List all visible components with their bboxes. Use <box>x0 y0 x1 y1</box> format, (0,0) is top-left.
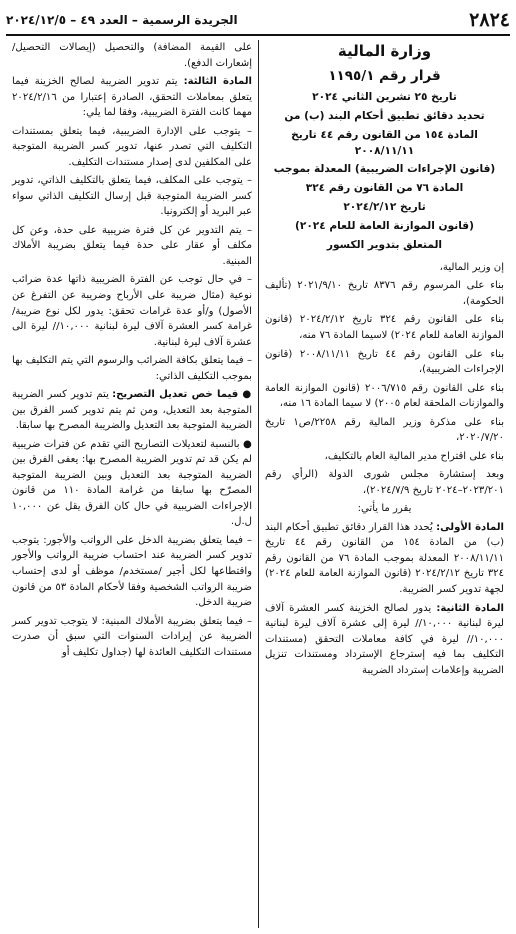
article-one-text: يُحدد هذا القرار دقائق تطبيق أحكام البند (ب) من المادة ١٥٤ من القانون رقم ٤٤ تاريخ ٢٠٠٨/١١/١١ المعدلة بموجب المادة ٧٦ من القانون رقم ٣٢٤ تاريخ ٢٠٢٤/٢/١٢ (قانون الموازنة العامة للعام ٢٠٢٤) لجهة تدوير كسر الضريبة. <box>265 521 505 595</box>
journal-issue-line: الجريدة الرسمية – العدد ٤٩ – ٢٠٢٤/١٢/٥ <box>6 13 238 27</box>
dash-list-item: – في حال توجب عن الفترة الضريبية ذاتها عدة ضرائب نوعية (مثال ضريبة على الأرباح وضريبة عن التفرغ عن الأصول) و/أو عدة غرامات تحقق: يدور لكل نوع ضريبة/ غرامة كسر العشرة آلاف ليرة لبنانية ١٠,٠٠٠// ليرة الى عشرة آلاف ليرة لبنانية. <box>12 274 252 348</box>
article-two <box>265 601 504 679</box>
page-number: ٢٨٢٤ <box>469 9 510 31</box>
decision-title-line: تاريخ ٢٠٢٤/٢/١٢ <box>343 201 426 214</box>
recital-paragraph: بناء على اقتراح مدير المالية العام بالتكليف، <box>324 450 504 462</box>
dot-item-text: يتم تدوير كسر الضريبة المتوجبة بعد التعديل، ومن ثم يتم تدوير كسر الفرق بين الضريبة المتوجبة بعد التعديل والضريبة المصرح بها سابقا. <box>12 389 252 432</box>
two-column-body <box>6 40 510 928</box>
decision-title-line: تاريخ ٢٥ تشرين الثاني ٢٠٢٤ <box>312 90 457 103</box>
article-one-label: المادة الأولى: <box>436 521 505 533</box>
dot-list-item <box>12 437 252 530</box>
dash-list-item: – يتوجب على المكلف، فيما يتعلق بالتكليف الذاتي، تدوير كسر الضريبة المتوجبة قبل إرسال التكليف الذاتي سواء عبر البريد أو إلكترونيا. <box>12 175 252 218</box>
article-three <box>12 74 252 121</box>
recital-paragraph: بناء على القانون رقم ٤٤ تاريخ ٢٠٠٨/١١/١١ (قانون الإجراءات الضريبية)، <box>265 348 505 376</box>
decides-heading: يقرر ما يأتي: <box>357 503 412 515</box>
bullet-dot-icon: ● <box>242 389 252 401</box>
recital-paragraph: بناء على القانون رقم ٢٠٠٦/٧١٥ (قانون الموازنة العامة والموازنات الملحقة لعام ٢٠٠٥) لا سيما المادة ١٦ منه، <box>265 382 505 410</box>
decision-title-line: تحديد دقائق تطبيق أحكام البند (ب) من <box>284 109 485 122</box>
article-three-text: يتم تدوير الضريبة لصالح الخزينة فيما يتعلق بمعاملات التحقق، الصادرة إعتبارا من ٢٠٢٤/٢/١٦ مهما كانت الفترة الضريبية، وفقا لما يلي: <box>12 76 252 119</box>
right-column <box>258 40 510 928</box>
left-column <box>6 40 258 928</box>
recital-paragraph: وبعد إستشارة مجلس شورى الدولة (الرأي رقم ٢٠٢٣/٢٠١–٢٠٢٤ تاريخ ٢٠٢٤/٧/٩)، <box>265 469 504 496</box>
dot-item-text: بالنسبة لتعديلات التصاريح التي تقدم عن فترات ضريبية لم يكن قد تم تدوير الضريبة المصرح بها: يعفى الفرق بين الضريبة المتوجبة بعد التعديل وبين الضريبة المتوجبة المصرّح بها سابقا من غرامة المادة ١١٠ من قانون الإجراءات الضريبية في حال كان الفرق يقل عن ١٠,٠٠٠ ل.ل. <box>12 438 252 528</box>
decision-title-line: المادة ١٥٤ من القانون رقم ٤٤ تاريخ ٢٠٠٨/١١/١١ <box>291 128 478 157</box>
recital-paragraph: بناء على مذكرة وزير المالية رقم ٢٢٥٨/ص١ تاريخ ٢٠٢٠/٧/٢٠، <box>265 416 504 444</box>
article-one <box>265 520 504 598</box>
recital-paragraph: بناء على القانون رقم ٣٢٤ تاريخ ٢٠٢٤/٢/١٢ (قانون الموازنة العامة للعام ٢٠٢٤) لاسيما المادة ٧٦ منه، <box>265 314 505 342</box>
dot-list-item <box>12 387 252 434</box>
decision-title-line: (قانون الموازنة العامة للعام ٢٠٢٤) <box>295 220 474 233</box>
self-assessment-intro: – فيما يتعلق بكافة الضرائب والرسوم التي يتم التكليف بها بموجب التكليف الذاتي: <box>12 355 252 382</box>
recital-paragraph: بناء على المرسوم رقم ٨٣٧٦ تاريخ ٢٠٢١/٩/١٠ (تأليف الحكومة)، <box>265 280 504 307</box>
minister-intro: إن وزير المالية، <box>439 261 504 273</box>
dash-list-item: – يتم التدوير عن كل فترة ضريبية على حدة، وعن كل مكلف أو عقار على حدة فيما يتعلق بضريبة الأملاك المبنية. <box>12 224 252 267</box>
dash-list-item: – يتوجب على الإدارة الضريبية، فيما يتعلق بمستندات التكليف التي تصدر عنها، تدوير كسر الضريبة المتوجبة على المكلفين لدى إصدار مستندات التكليف. <box>12 125 252 168</box>
decision-number: قرار رقم ١١٩٥/١ <box>328 68 441 85</box>
article-three-label: المادة الثالثة: <box>183 76 252 88</box>
article-two-continuation: على القيمة المضافة) والتحصيل (إيصالات التحصيل/ إشعارات الدفع). <box>12 42 252 69</box>
page-header <box>6 6 510 36</box>
wages-tax-paragraph: – فيما يتعلق بضريبة الدخل على الرواتب والأجور: يتوجب تدوير كسر الضريبة عند احتساب ضريبة الرواتب والأجور واقتطاعها لكل أجير /مستخدم/ موظف أو لدى إحتساب ضريبة الرواتب الشخصية وفقا لأحكام المادة ٥٣ من قانون ضريبة الدخل. <box>12 534 252 609</box>
ministry-name: وزارة المالية <box>337 42 432 60</box>
article-two-label: المادة الثانية: <box>436 602 504 614</box>
decision-title-line: المادة ٧٦ من القانون رقم ٣٢٤ <box>305 182 464 195</box>
bullet-dot-icon: ● <box>242 438 252 450</box>
decision-title-line: المتعلق بتدوير الكسور <box>326 239 443 251</box>
article-two-text: يدور لصالح الخزينة كسر العشرة آلاف ليرة لبنانية ١٠,٠٠٠// ليرة إلى عشرة آلاف ليرة لبنانية ١٠,٠٠٠// ليرة في كافة معاملات التحقق (مستندات التكليف بما فيه إسترجاع الإسترداد ومستندات تنزيل الضريبة وإعلامات إسترداد الضريبة <box>265 602 504 676</box>
decision-title-line: (قانون الإجراءات الضريبية) المعدلة بموجب <box>273 163 496 176</box>
property-tax-paragraph: – فيما يتعلق بضريبة الأملاك المبنية: لا يتوجب تدوير كسر الضريبة عن إيرادات السنوات التي سبق أن صدرت مستندات التكليف العائدة لها (جداول تكليف أو <box>12 615 252 658</box>
dot-item-lead: فيما خص تعديل التصريح: <box>112 389 239 401</box>
